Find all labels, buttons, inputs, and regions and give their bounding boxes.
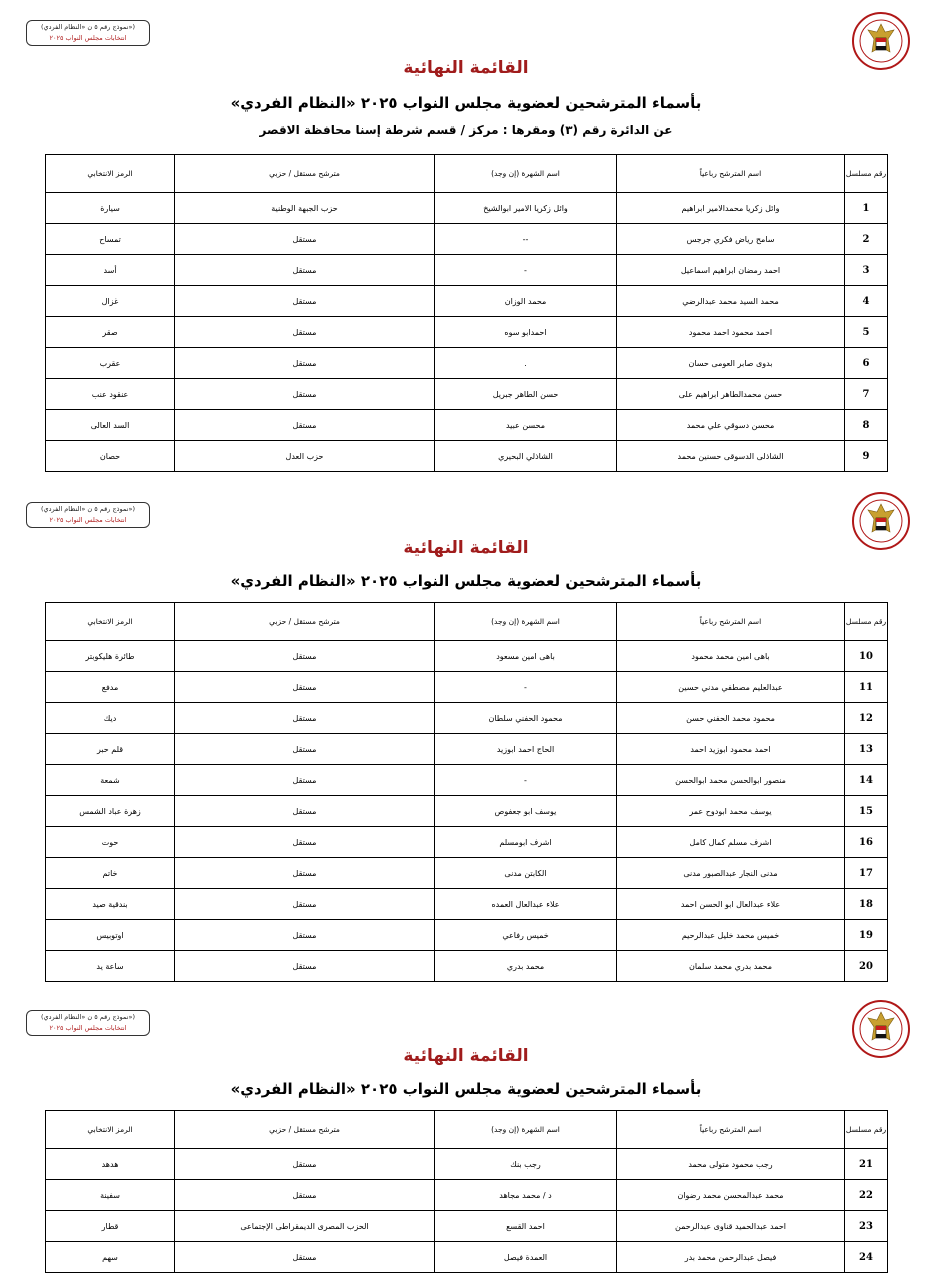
header-popular-name: اسم الشهرة (إن وجد) <box>435 603 617 641</box>
cell-candidate-name: محمد عبدالمحسن محمد رضوان <box>617 1180 845 1211</box>
cell-serial: 3 <box>845 255 888 286</box>
cell-candidate-name: بدوى صابر العومى حسان <box>617 348 845 379</box>
cell-candidate-name: منصور ابوالحسن محمد ابوالحسن <box>617 765 845 796</box>
header-name: اسم المترشح رباعياً <box>617 1111 845 1149</box>
cell-affiliation: مستقل <box>175 1180 435 1211</box>
cell-popular-name: الكابتن مدنى <box>435 858 617 889</box>
cell-popular-name: محسن عبيد <box>435 410 617 441</box>
table-row <box>46 348 888 379</box>
cell-candidate-name: فيصل عبدالرحمن محمد بدر <box>617 1242 845 1273</box>
cell-electoral-symbol: ساعة يد <box>46 951 175 982</box>
cell-serial: 24 <box>845 1242 888 1273</box>
cell-affiliation: مستقل <box>175 255 435 286</box>
cell-affiliation: مستقل <box>175 703 435 734</box>
cell-serial: 11 <box>845 672 888 703</box>
cell-popular-name: . <box>435 348 617 379</box>
cell-candidate-name: عبدالعليم مصطفي مدني حسين <box>617 672 845 703</box>
cell-popular-name: محمد الوزان <box>435 286 617 317</box>
cell-candidate-name: باهى امين محمد محمود <box>617 641 845 672</box>
document-page-3 <box>0 994 932 1280</box>
cell-candidate-name: احمد محمود ابوزيد احمد <box>617 734 845 765</box>
cell-electoral-symbol: ديك <box>46 703 175 734</box>
cell-popular-name: خميس رفاعي <box>435 920 617 951</box>
table-row <box>46 951 888 982</box>
table-row <box>46 286 888 317</box>
table-row <box>46 193 888 224</box>
cell-affiliation: مستقل <box>175 889 435 920</box>
cell-electoral-symbol: طائرة هليكوبتر <box>46 641 175 672</box>
candidates-table <box>45 154 888 472</box>
cell-affiliation: مستقل <box>175 951 435 982</box>
cell-electoral-symbol: غزال <box>46 286 175 317</box>
cell-popular-name: العمدة فيصل <box>435 1242 617 1273</box>
cell-popular-name: رجب بنك <box>435 1149 617 1180</box>
table-row <box>46 255 888 286</box>
table-row <box>46 641 888 672</box>
cell-candidate-name: احمد عبدالحميد قناوى عبدالرحمن <box>617 1211 845 1242</box>
header-symbol: الرمز الانتخابي <box>46 603 175 641</box>
cell-popular-name: علاء عبدالعال العمده <box>435 889 617 920</box>
cell-electoral-symbol: عنقود عنب <box>46 379 175 410</box>
form-number-tag <box>26 20 150 46</box>
cell-serial: 5 <box>845 317 888 348</box>
cell-serial: 2 <box>845 224 888 255</box>
cell-serial: 13 <box>845 734 888 765</box>
cell-serial: 23 <box>845 1211 888 1242</box>
header-affiliation: مترشح مستقل / حزبي <box>175 1111 435 1149</box>
cell-popular-name: محمود الحفني سلطان <box>435 703 617 734</box>
cell-electoral-symbol: السد العالى <box>46 410 175 441</box>
cell-electoral-symbol: قلم حبر <box>46 734 175 765</box>
candidates-table <box>45 1110 888 1273</box>
table-row <box>46 703 888 734</box>
cell-electoral-symbol: أسد <box>46 255 175 286</box>
table-row <box>46 1180 888 1211</box>
header-popular-name: اسم الشهرة (إن وجد) <box>435 1111 617 1149</box>
cell-candidate-name: يوسف محمد ابودوح عمر <box>617 796 845 827</box>
cell-electoral-symbol: حصان <box>46 441 175 472</box>
table-row <box>46 441 888 472</box>
table-header-row <box>46 1111 888 1149</box>
election-label: انتخابات مجلس النواب ٢٠٢٥ <box>49 34 127 42</box>
table-body <box>46 1149 888 1273</box>
cell-serial: 19 <box>845 920 888 951</box>
cell-serial: 1 <box>845 193 888 224</box>
cell-serial: 14 <box>845 765 888 796</box>
cell-affiliation: مستقل <box>175 858 435 889</box>
cell-popular-name: - <box>435 765 617 796</box>
table-header-row <box>46 603 888 641</box>
cell-popular-name: - <box>435 672 617 703</box>
cell-serial: 7 <box>845 379 888 410</box>
cell-popular-name: احمد القسع <box>435 1211 617 1242</box>
cell-serial: 12 <box>845 703 888 734</box>
header-affiliation: مترشح مستقل / حزبي <box>175 155 435 193</box>
cell-serial: 6 <box>845 348 888 379</box>
cell-electoral-symbol: خاتم <box>46 858 175 889</box>
cell-popular-name: يوسف ابو جعفوص <box>435 796 617 827</box>
cell-affiliation: الحزب المصرى الديمقراطى الإجتماعى <box>175 1211 435 1242</box>
cell-electoral-symbol: سفينة <box>46 1180 175 1211</box>
header-symbol: الرمز الانتخابي <box>46 155 175 193</box>
cell-electoral-symbol: حوت <box>46 827 175 858</box>
table-row <box>46 765 888 796</box>
district-info: عن الدائرة رقم (٣) ومقرها : مركز / قسم شرطة إسنا محافظة الاقصر <box>259 123 673 137</box>
election-label: انتخابات مجلس النواب ٢٠٢٥ <box>49 516 127 524</box>
cell-candidate-name: وائل زكريا محمدالامير ابراهيم <box>617 193 845 224</box>
cell-popular-name: الشاذلي البحيري <box>435 441 617 472</box>
cell-popular-name: احمدابو سوه <box>435 317 617 348</box>
cell-candidate-name: احمد رمضان ابراهيم اسماعيل <box>617 255 845 286</box>
header-affiliation: مترشح مستقل / حزبي <box>175 603 435 641</box>
table-body <box>46 641 888 982</box>
header-popular-name: اسم الشهرة (إن وجد) <box>435 155 617 193</box>
cell-affiliation: مستقل <box>175 920 435 951</box>
cell-popular-name: وائل زكريا الامير ابوالشيخ <box>435 193 617 224</box>
cell-affiliation: مستقل <box>175 286 435 317</box>
cell-affiliation: مستقل <box>175 641 435 672</box>
cell-candidate-name: رجب محمود متولى محمد <box>617 1149 845 1180</box>
cell-serial: 9 <box>845 441 888 472</box>
cell-affiliation: مستقل <box>175 348 435 379</box>
form-number-tag <box>26 1010 150 1036</box>
cell-candidate-name: محمود محمد الحفني حسن <box>617 703 845 734</box>
table-row <box>46 224 888 255</box>
candidates-table <box>45 602 888 982</box>
table-row <box>46 889 888 920</box>
form-number-label: (نموذج رقم ٥ ن «النظام الفردي») <box>41 23 135 31</box>
page-title: القائمة النهائية <box>403 538 529 558</box>
cell-candidate-name: محمد بدري محمد سلمان <box>617 951 845 982</box>
table-row <box>46 920 888 951</box>
cell-popular-name: د / محمد مجاهد <box>435 1180 617 1211</box>
cell-affiliation: حزب العدل <box>175 441 435 472</box>
table-row <box>46 796 888 827</box>
table-row <box>46 1242 888 1273</box>
page-title: القائمة النهائية <box>403 58 529 78</box>
cell-serial: 17 <box>845 858 888 889</box>
cell-serial: 20 <box>845 951 888 982</box>
cell-affiliation: مستقل <box>175 317 435 348</box>
cell-affiliation: مستقل <box>175 379 435 410</box>
table-body <box>46 193 888 472</box>
cell-electoral-symbol: زهرة عباد الشمس <box>46 796 175 827</box>
cell-affiliation: حزب الجبهة الوطنية <box>175 193 435 224</box>
cell-electoral-symbol: قطار <box>46 1211 175 1242</box>
page-subtitle: بأسماء المترشحين لعضوية مجلس النواب ٢٠٢٥ «النظام الفردي» <box>230 94 702 112</box>
cell-popular-name: الحاج احمد ابوزيد <box>435 734 617 765</box>
cell-affiliation: مستقل <box>175 1242 435 1273</box>
header-name: اسم المترشح رباعياً <box>617 603 845 641</box>
header-symbol: الرمز الانتخابي <box>46 1111 175 1149</box>
cell-popular-name: - <box>435 255 617 286</box>
cell-electoral-symbol: هدهد <box>46 1149 175 1180</box>
page-subtitle: بأسماء المترشحين لعضوية مجلس النواب ٢٠٢٥ «النظام الفردي» <box>230 572 702 590</box>
cell-popular-name: باهى امين مسعود <box>435 641 617 672</box>
cell-popular-name: اشرف ابومسلم <box>435 827 617 858</box>
table-row <box>46 1211 888 1242</box>
cell-electoral-symbol: بندقية صيد <box>46 889 175 920</box>
cell-serial: 16 <box>845 827 888 858</box>
document-page-2 <box>0 486 932 994</box>
cell-electoral-symbol: اوتوبيس <box>46 920 175 951</box>
cell-candidate-name: الشاذلى الدسوقى حسنين محمد <box>617 441 845 472</box>
cell-serial: 10 <box>845 641 888 672</box>
table-row <box>46 672 888 703</box>
cell-popular-name: حسن الطاهر جبريل <box>435 379 617 410</box>
cell-serial: 15 <box>845 796 888 827</box>
cell-candidate-name: اشرف مسلم كمال كامل <box>617 827 845 858</box>
cell-candidate-name: احمد محمود احمد محمود <box>617 317 845 348</box>
cell-candidate-name: خميس محمد خليل عبدالرحيم <box>617 920 845 951</box>
cell-popular-name: محمد بدري <box>435 951 617 982</box>
header-serial: رقم مسلسل <box>845 603 888 641</box>
cell-affiliation: مستقل <box>175 734 435 765</box>
header-serial: رقم مسلسل <box>845 155 888 193</box>
cell-electoral-symbol: تمساح <box>46 224 175 255</box>
cell-serial: 21 <box>845 1149 888 1180</box>
cell-serial: 4 <box>845 286 888 317</box>
cell-electoral-symbol: سيارة <box>46 193 175 224</box>
table-row <box>46 317 888 348</box>
table-header-row <box>46 155 888 193</box>
cell-affiliation: مستقل <box>175 410 435 441</box>
cell-electoral-symbol: صقر <box>46 317 175 348</box>
table-row <box>46 379 888 410</box>
cell-affiliation: مستقل <box>175 827 435 858</box>
form-number-label: (نموذج رقم ٥ ن «النظام الفردي») <box>41 505 135 513</box>
form-number-tag <box>26 502 150 528</box>
cell-electoral-symbol: عقرب <box>46 348 175 379</box>
cell-affiliation: مستقل <box>175 1149 435 1180</box>
cell-electoral-symbol: مدفع <box>46 672 175 703</box>
cell-candidate-name: محسن دسوقي علي محمد <box>617 410 845 441</box>
cell-candidate-name: محمد السيد محمد عبدالرضي <box>617 286 845 317</box>
table-row <box>46 827 888 858</box>
cell-candidate-name: مدنى النجار عبدالصبور مدنى <box>617 858 845 889</box>
cell-affiliation: مستقل <box>175 765 435 796</box>
table-row <box>46 734 888 765</box>
table-row <box>46 410 888 441</box>
table-row <box>46 1149 888 1180</box>
cell-candidate-name: سامح رياض فكري جرجس <box>617 224 845 255</box>
election-label: انتخابات مجلس النواب ٢٠٢٥ <box>49 1024 127 1032</box>
cell-candidate-name: حسن محمدالطاهر ابراهيم على <box>617 379 845 410</box>
cell-popular-name: -- <box>435 224 617 255</box>
cell-electoral-symbol: سهم <box>46 1242 175 1273</box>
cell-affiliation: مستقل <box>175 672 435 703</box>
page-title: القائمة النهائية <box>403 1046 529 1066</box>
cell-candidate-name: علاء عبدالعال ابو الحسن احمد <box>617 889 845 920</box>
cell-serial: 18 <box>845 889 888 920</box>
cell-affiliation: مستقل <box>175 796 435 827</box>
cell-electoral-symbol: شمعة <box>46 765 175 796</box>
page-subtitle: بأسماء المترشحين لعضوية مجلس النواب ٢٠٢٥ «النظام الفردي» <box>230 1080 702 1098</box>
cell-serial: 8 <box>845 410 888 441</box>
header-serial: رقم مسلسل <box>845 1111 888 1149</box>
cell-affiliation: مستقل <box>175 224 435 255</box>
header-name: اسم المترشح رباعياً <box>617 155 845 193</box>
document-page-1 <box>0 0 932 486</box>
table-row <box>46 858 888 889</box>
cell-serial: 22 <box>845 1180 888 1211</box>
form-number-label: (نموذج رقم ٥ ن «النظام الفردي») <box>41 1013 135 1021</box>
